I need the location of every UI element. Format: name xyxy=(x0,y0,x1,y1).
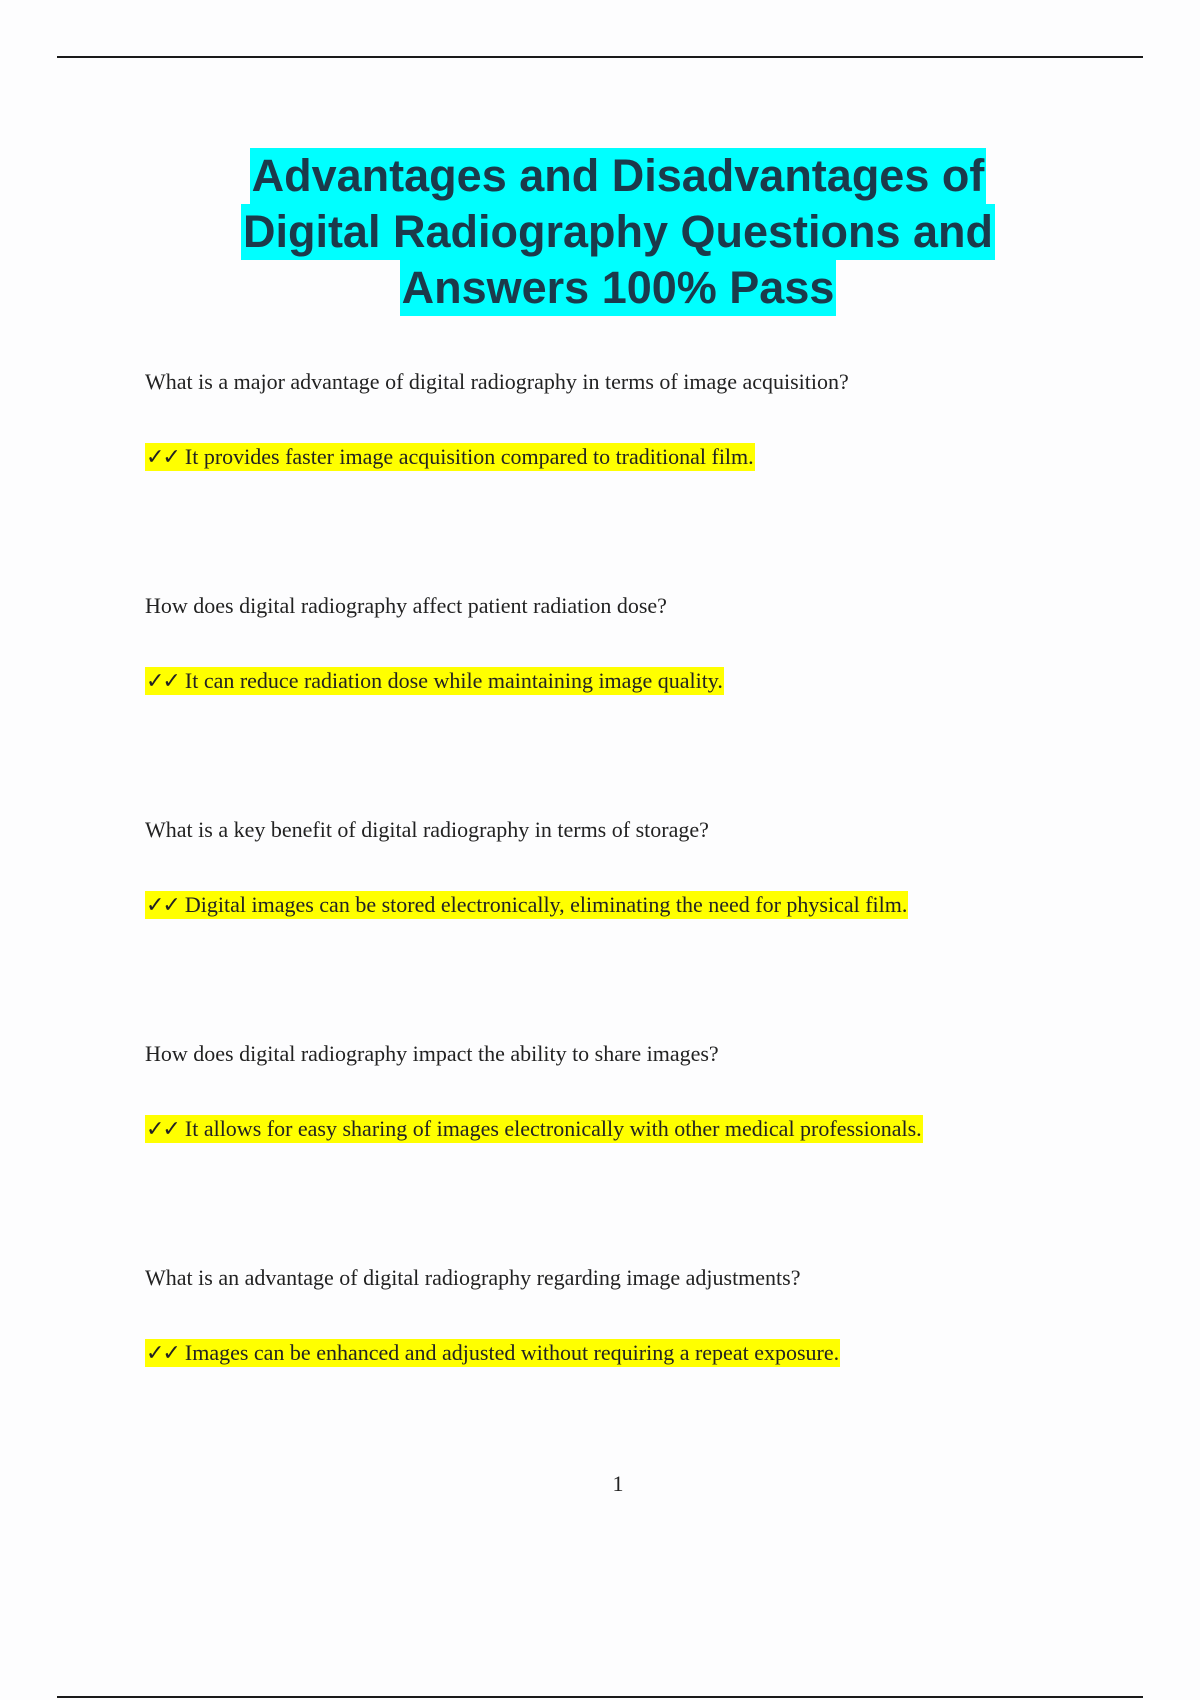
qa-item-3 xyxy=(145,815,1145,921)
answer-block xyxy=(145,1338,1145,1369)
answer-text: Digital images can be stored electronically, eliminating the need for physical film. xyxy=(184,892,908,917)
double-checkmark-icon: ✓✓ xyxy=(146,669,179,694)
qa-item-5 xyxy=(145,1263,1145,1369)
answer-text: It allows for easy sharing of images electronically with other medical professionals. xyxy=(184,1116,922,1141)
document-title xyxy=(0,148,1200,316)
double-checkmark-icon: ✓✓ xyxy=(146,893,179,918)
qa-item-2 xyxy=(145,591,1145,697)
top-rule xyxy=(57,56,1143,58)
answer-block xyxy=(145,666,1145,697)
answer-block xyxy=(145,1114,1145,1145)
question-text: What is an advantage of digital radiography regarding image adjustments? xyxy=(145,1265,801,1290)
qa-item-4 xyxy=(145,1039,1145,1145)
answer-block xyxy=(145,890,1145,921)
question-text: What is a major advantage of digital radiography in terms of image acquisition? xyxy=(145,369,849,394)
title-line-2: Digital Radiography Questions and xyxy=(241,204,995,260)
bottom-rule xyxy=(57,1696,1143,1698)
title-line-3: Answers 100% Pass xyxy=(400,260,837,316)
answer-text: It can reduce radiation dose while maintaining image quality. xyxy=(184,668,723,693)
question-text: What is a key benefit of digital radiography in terms of storage? xyxy=(145,817,709,842)
page-number: 1 xyxy=(612,1471,624,1496)
answer-block xyxy=(145,442,1145,473)
question-text: How does digital radiography affect patient radiation dose? xyxy=(145,593,667,618)
answer-text: It provides faster image acquisition compared to traditional film. xyxy=(184,444,754,469)
title-line-1: Advantages and Disadvantages of xyxy=(250,148,987,204)
qa-item-1 xyxy=(145,367,1145,473)
answer-text: Images can be enhanced and adjusted without requiring a repeat exposure. xyxy=(184,1340,840,1365)
double-checkmark-icon: ✓✓ xyxy=(146,445,179,470)
double-checkmark-icon: ✓✓ xyxy=(146,1117,179,1142)
double-checkmark-icon: ✓✓ xyxy=(146,1341,179,1366)
question-text: How does digital radiography impact the ability to share images? xyxy=(145,1041,719,1066)
